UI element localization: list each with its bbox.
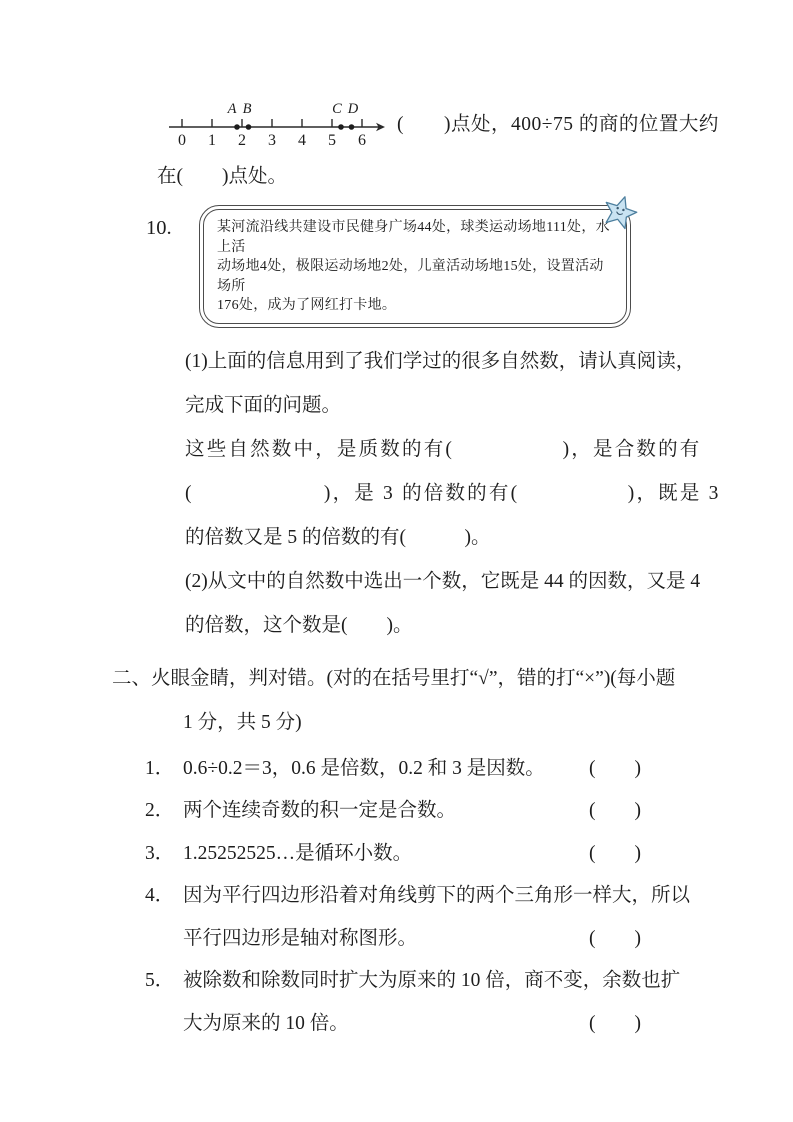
- part1-line: ( )，是 3 的倍数的有( )，既是 3: [185, 482, 721, 504]
- judge-item-3: [145, 833, 687, 876]
- answer-blank: ( ): [589, 842, 641, 864]
- tick-label-5: 5: [328, 132, 336, 149]
- judge-item-4: [145, 875, 691, 960]
- question-10-number: 10.: [146, 217, 172, 239]
- item-number: 5．: [145, 970, 175, 991]
- question-10-part1: [185, 340, 721, 560]
- part2-line: 的倍数，这个数是( )。: [185, 614, 413, 636]
- item-number-spacer: [145, 918, 183, 961]
- section-2-heading-line1: 二、火眼金睛，判对错。(对的在括号里打“√”，错的打“×”)(每小题: [112, 667, 676, 689]
- tick-label-3: 3: [268, 132, 276, 149]
- item-number: 4．: [145, 885, 175, 906]
- point-d-label: D: [347, 101, 359, 117]
- answer-blank: ( ): [589, 800, 641, 821]
- part2-line: (2)从文中的自然数中选出一个数，它既是 44 的因数，又是 4: [185, 570, 701, 592]
- item-number: 2．: [145, 800, 175, 821]
- tick-label-4: 4: [298, 132, 306, 149]
- item-text: 0.6÷0.2＝3，0.6 是倍数，0.2 和 3 是因数。: [183, 757, 545, 779]
- judge-item-5: [145, 960, 687, 1045]
- question-9-text: ( )点处，400÷75 的商的位置大约: [397, 114, 719, 135]
- tick-label-6: 6: [358, 132, 366, 149]
- question-9-line1: [165, 95, 719, 149]
- point-a-dot: [234, 124, 240, 130]
- question-9: [157, 95, 719, 192]
- info-box-line: 动场地4处，极限运动场地2处，儿童活动场地15处，设置活动场所: [217, 259, 604, 294]
- info-box-line: 176处，成为了网红打卡地。: [217, 298, 397, 313]
- star-icon: [598, 190, 642, 234]
- question-10: [146, 209, 703, 324]
- item-text: 被除数和除数同时扩大为原来的 10 倍，商不变，余数也扩: [183, 970, 681, 991]
- tick-label-2: 2: [238, 132, 246, 149]
- point-b-dot: [246, 124, 252, 130]
- part1-line: (1)上面的信息用到了我们学过的很多自然数，请认真阅读，: [185, 350, 696, 372]
- question-10-info-box: [203, 209, 627, 324]
- answer-blank: ( ): [589, 757, 641, 779]
- part1-line: 完成下面的问题。: [185, 394, 342, 416]
- info-box-line: 某河流沿线共建设市民健身广场44处，球类运动场地111处，水上活: [217, 220, 610, 255]
- item-text: 1.25252525…是循环小数。: [183, 842, 413, 864]
- tick-label-0: 0: [178, 132, 186, 149]
- item-text: 大为原来的 10 倍。: [183, 1012, 349, 1034]
- judge-item-2: [145, 790, 687, 833]
- judge-items: [145, 748, 691, 1046]
- item-number: 3．: [145, 842, 175, 864]
- part1-line: 的倍数又是 5 的倍数的有( )。: [185, 526, 491, 548]
- point-a-label: A: [227, 101, 237, 117]
- item-text: 平行四边形是轴对称图形。: [183, 927, 418, 949]
- point-c-label: C: [332, 101, 342, 117]
- tick-label-1: 1: [208, 132, 216, 149]
- question-9-text-line2: 在( )点处。: [157, 166, 287, 187]
- point-b-label: B: [242, 101, 252, 117]
- section-2-heading-line2: 1 分，共 5 分): [183, 711, 302, 733]
- answer-blank: ( ): [589, 927, 641, 949]
- judge-item-1: [145, 748, 687, 791]
- part1-line: 这些自然数中，是质数的有( )，是合数的有: [185, 438, 702, 460]
- answer-blank: ( ): [589, 1012, 641, 1034]
- item-text: 两个连续奇数的积一定是合数。: [183, 800, 457, 821]
- point-c-dot: [338, 124, 344, 130]
- item-number: 1．: [145, 757, 175, 779]
- item-text: 因为平行四边形沿着对角线剪下的两个三角形一样大，所以: [183, 885, 691, 906]
- section-2: [112, 657, 703, 1046]
- number-line-figure: [165, 95, 397, 149]
- item-number-spacer: [145, 1003, 183, 1046]
- point-d-dot: [349, 124, 355, 130]
- question-10-part2: [185, 560, 701, 648]
